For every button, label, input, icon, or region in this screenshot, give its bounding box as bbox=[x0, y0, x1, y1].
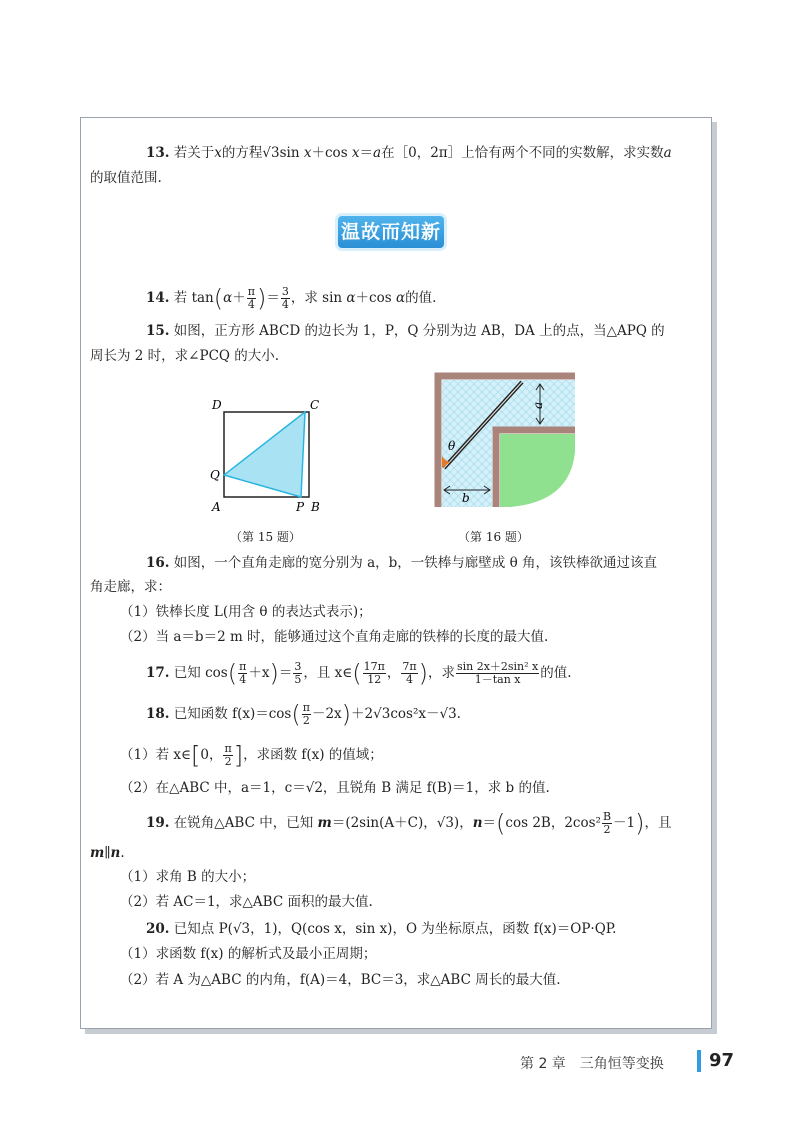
label-d: D bbox=[212, 398, 222, 412]
problem-18: 18. 已知函数 f(x)＝cos( $\frac{\pi}{2}$ －2x)＋2√3cos²x－√3. bbox=[146, 700, 461, 729]
footer-divider bbox=[697, 1050, 701, 1072]
problem-19-sub1: （1）求角 B 的大小； bbox=[120, 869, 256, 885]
problem-17: 17. 已知 cos( $\frac{\pi}{4}$ ＋x)＝ $\frac{3}{5}$ ，且 x∈( $\frac{17\pi}{12}$ ， $\frac{7\pi}{4}$ )，求 $\frac{\text{sin 2x＋2sin² x}}{\text{1－tan x}}$ 的值. bbox=[146, 659, 572, 688]
triangle-pcq bbox=[224, 412, 305, 497]
problem-20-sub2: （2）若 A 为△ABC 的内角，f(A)＝4，BC＝3，求△ABC 周长的最大值. bbox=[120, 972, 561, 988]
problem-15-line2: 周长为 2 时，求∠PCQ 的大小. bbox=[90, 348, 280, 364]
problem-20-sub1: （1）求函数 f(x) 的解析式及最小正周期； bbox=[120, 946, 377, 962]
problem-16-sub1: （1）铁棒长度 L(用含 θ 的表达式表示)； bbox=[120, 604, 372, 620]
label-a: A bbox=[212, 500, 221, 514]
problem-13-line1: 13. 若关于x的方程√3sin x＋cos x＝a在［0，2π］上恰有两个不同的实数解，求实数a bbox=[146, 145, 672, 161]
label-c: C bbox=[310, 398, 320, 412]
green-region bbox=[500, 434, 575, 507]
figure-16 bbox=[430, 372, 580, 512]
problem-19-line1: 19. 在锐角△ABC 中，已知 m＝(2sin(A＋C)，√3)，n＝(cos 2B，2cos² $\frac{B}{2}$ －1)，且 bbox=[146, 809, 672, 838]
figure-15-caption: （第 15 题） bbox=[230, 530, 301, 544]
figure-15 bbox=[200, 395, 340, 525]
problem-14: 14. 若 tan(α＋ $\frac{\pi}{4}$ )＝ $\frac{3}{4}$ ，求 sin α＋cos α的值. bbox=[146, 284, 437, 313]
problem-13-line2: 的取值范围. bbox=[90, 170, 162, 186]
problem-19-line2: m∥n. bbox=[90, 845, 125, 861]
problem-16-sub2: （2）当 a＝b＝2 m 时，能够通过这个直角走廊的铁棒的长度的最大值. bbox=[120, 629, 549, 645]
label-p: P bbox=[296, 500, 305, 514]
problem-16-line1: 16. 如图，一个直角走廊的宽分别为 a，b，一铁棒与廊壁成 θ 角，该铁棒欲通过该直 bbox=[146, 555, 657, 571]
label-b: B bbox=[311, 500, 320, 514]
footer-chapter: 第 2 章 三角恒等变换 bbox=[520, 1056, 664, 1072]
problem-15-line1: 15. 如图，正方形 ABCD 的边长为 1，P，Q 分别为边 AB，DA 上的点，当△APQ 的 bbox=[146, 323, 665, 339]
label-a-dim: a bbox=[531, 401, 545, 409]
problem-18-sub2: （2）在△ABC 中，a＝1，c＝√2，且锐角 B 满足 f(B)＝1，求 b 的值. bbox=[120, 780, 550, 796]
label-b-dim: b bbox=[462, 491, 470, 505]
label-q: Q bbox=[210, 468, 220, 482]
label-theta: θ bbox=[448, 439, 456, 453]
problem-19-sub2: （2）若 AC＝1，求△ABC 面积的最大值. bbox=[120, 894, 373, 910]
figure-16-caption: （第 16 题） bbox=[458, 530, 529, 544]
problem-16-line2: 角走廊，求： bbox=[90, 579, 171, 595]
problem-20-line1: 20. 已知点 P(√3，1)，Q(cos x，sin x)，O 为坐标原点，函数 f(x)＝OP·QP. bbox=[146, 921, 617, 937]
page-number: 97 bbox=[709, 1050, 735, 1071]
section-banner: 温故而知新 bbox=[338, 216, 444, 248]
problem-18-sub1: （1）若 x∈[0， $\frac{\pi}{2}$ ]，求函数 f(x) 的值域； bbox=[120, 741, 383, 770]
